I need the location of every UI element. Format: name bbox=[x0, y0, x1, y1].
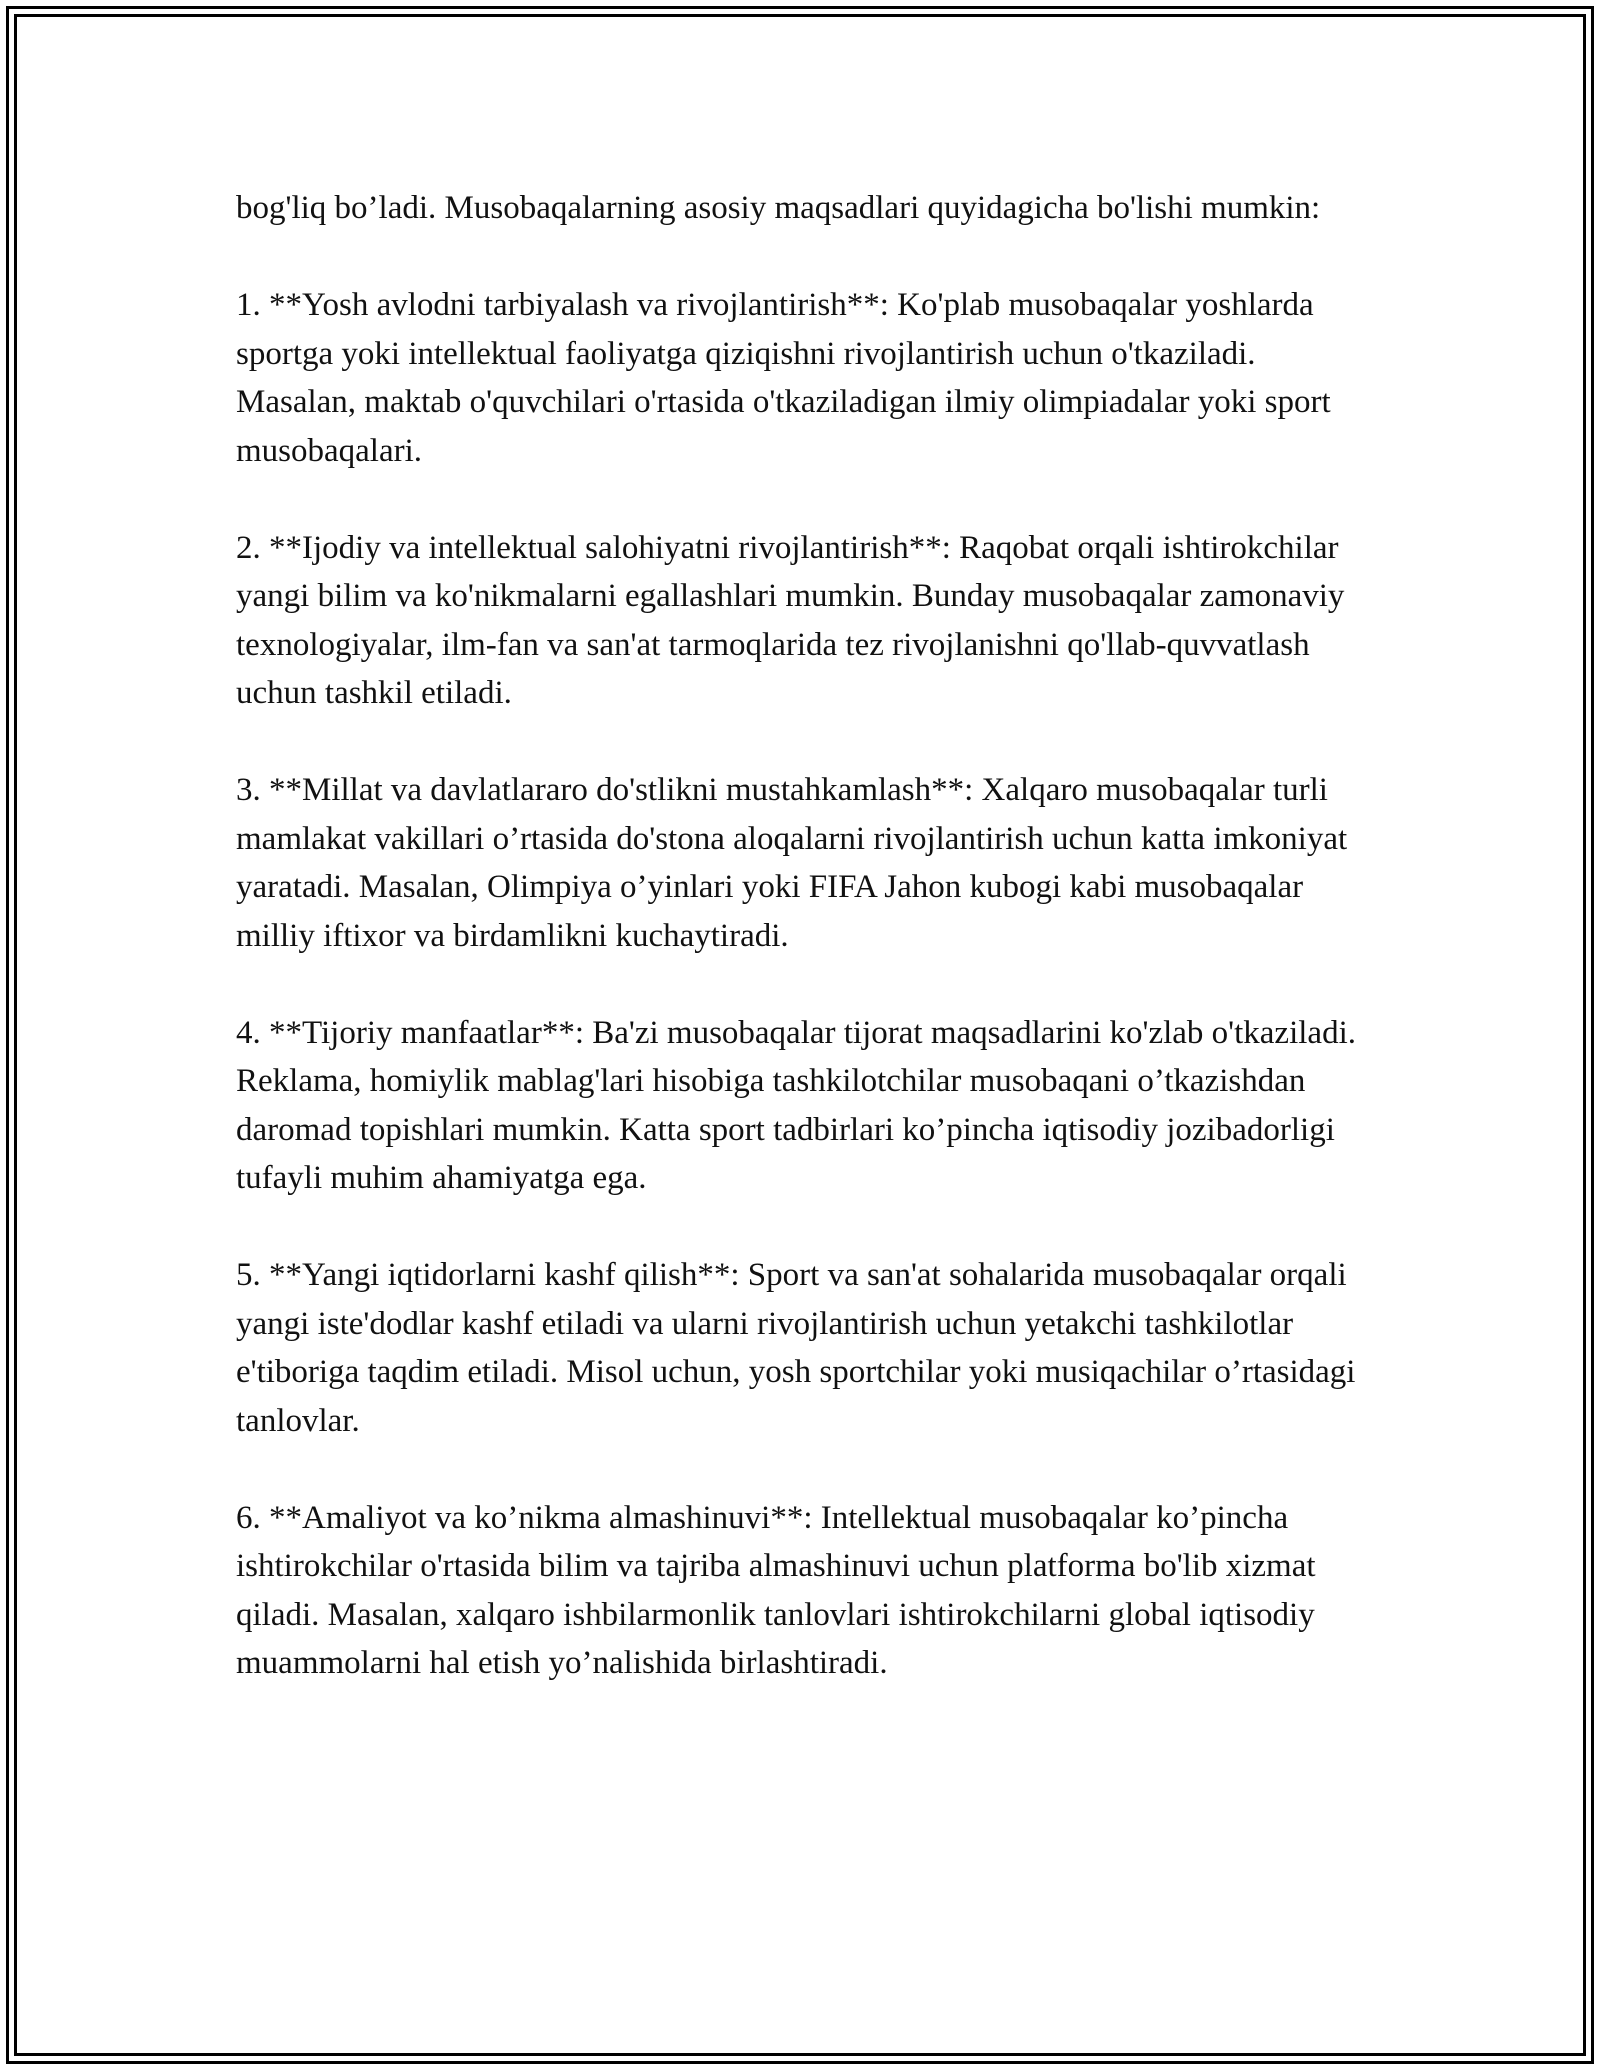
document-body bbox=[236, 184, 1366, 1688]
list-item: 5. **Yangi iqtidorlarni kashf qilish**: Sport va san'at sohalarida musobaqalar orqali yangi iste'dodlar kashf etiladi va ularni rivojlantirish uchun yetakchi tashkilotlar e'tiboriga taqdim etiladi. Misol uchun, yosh sportchilar yoki musiqachilar o’rtasidagi tanlovlar. bbox=[236, 1257, 1356, 1439]
list-item: 2. **Ijodiy va intellektual salohiyatni rivojlantirish**: Raqobat orqali ishtirokchilar yangi bilim va ko'nikmalarni egallashlari mumkin. Bunday musobaqalar zamonaviy texnologiyalar, ilm-fan va san'at tarmoqlarida tez rivojlanishni qo'llab-quvvatlash uchun tashkil etiladi. bbox=[236, 529, 1345, 711]
list-item: 6. **Amaliyot va ko’nikma almashinuvi**: Intellektual musobaqalar ko’pincha ishtirokchilar o'rtasida bilim va tajriba almashinuvi uchun platforma bo'lib xizmat qiladi. Masalan, xalqaro ishbilarmonlik tanlovlari ishtirokchilarni global iqtisodiy muammolarni hal etish yo’nalishida birlashtiradi. bbox=[236, 1499, 1316, 1681]
list-item: 4. **Tijoriy manfaatlar**: Ba'zi musobaqalar tijorat maqsadlarini ko'zlab o'tkaziladi. Reklama, homiylik mablag'lari hisobiga tashkilotchilar musobaqani o’tkazishdan daromad topishlari mumkin. Katta sport tadbirlari ko’pincha iqtisodiy jozibadorligi tufayli muhim ahamiyatga ega. bbox=[236, 1014, 1356, 1196]
list-item: 3. **Millat va davlatlararo do'stlikni mustahkamlash**: Xalqaro musobaqalar turli mamlakat vakillari o’rtasida do'stona aloqalarni rivojlantirish uchun katta imkoniyat yaratadi. Masalan, Olimpiya o’yinlari yoki FIFA Jahon kubogi kabi musobaqalar milliy iftixor va birdamlikni kuchaytiradi. bbox=[236, 772, 1348, 954]
list-item: 1. **Yosh avlodni tarbiyalash va rivojlantirish**: Ko'plab musobaqalar yoshlarda sportga yoki intellektual faoliyatga qiziqishni rivojlantirish uchun o'tkaziladi. Masalan, maktab o'quvchilari o'rtasida o'tkaziladigan ilmiy olimpiadalar yoki sport musobaqalari. bbox=[236, 287, 1331, 469]
intro-paragraph: bog'liq bo’ladi. Musobaqalarning asosiy maqsadlari quyidagicha bo'lishi mumkin: bbox=[236, 190, 1321, 226]
